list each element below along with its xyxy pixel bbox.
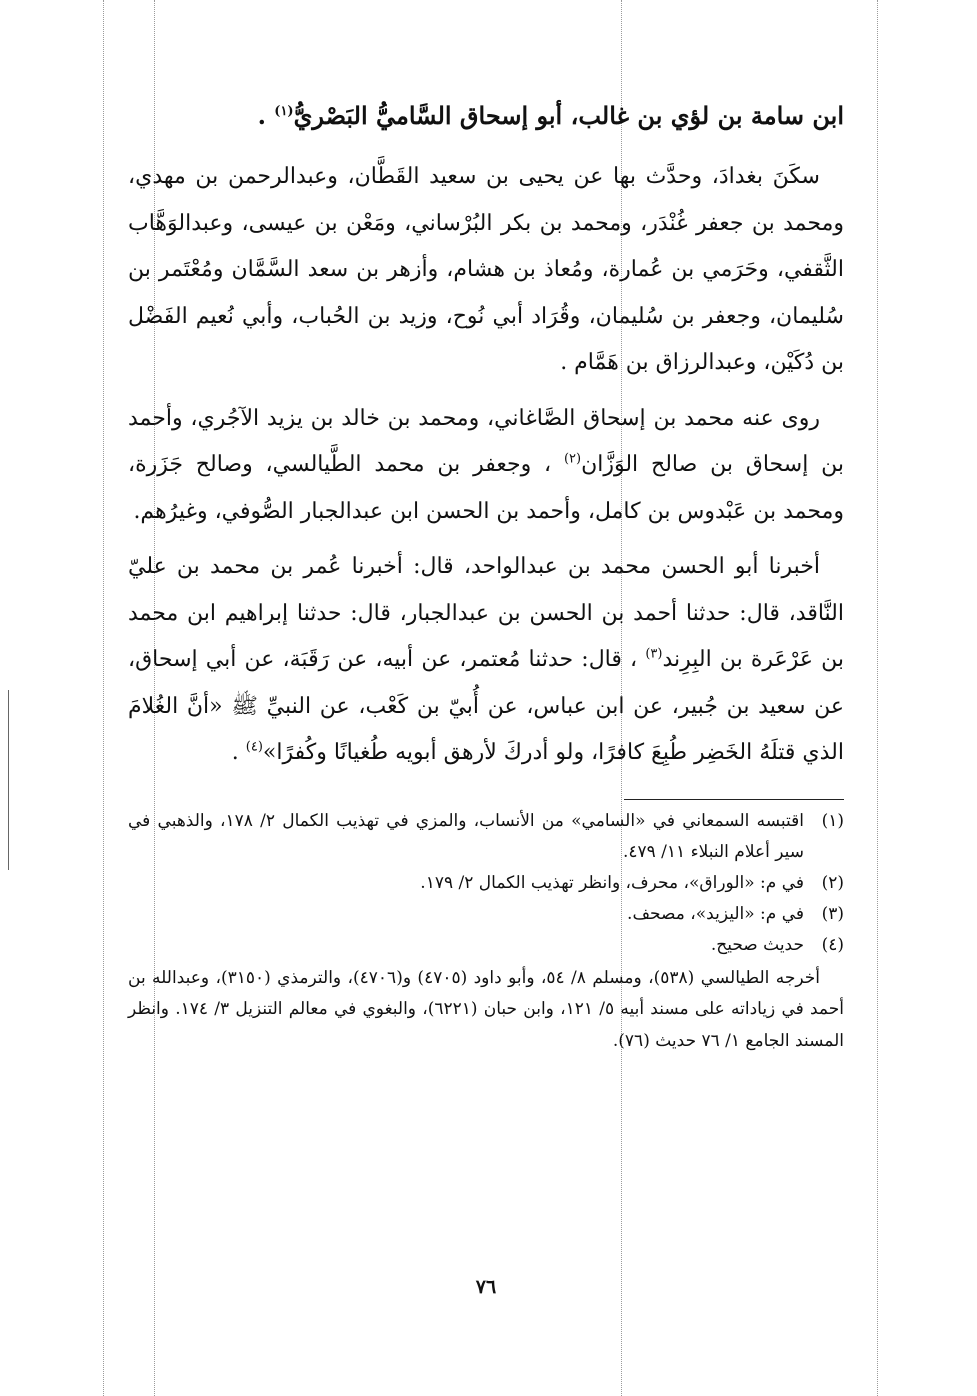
paragraph-text: روى عنه محمد بن إسحاق الصَّاغاني، ومحمد بن خالد بن يزيد الآجُري، وأحمد بن إسحاق بن صالح الوَزَّان [128, 405, 844, 477]
footnote [128, 806, 844, 868]
footnote-ref: (٢) [563, 451, 582, 467]
footnote [128, 868, 844, 899]
page-number: ٧٦ [475, 1276, 497, 1298]
footnote-number: (٣) [821, 903, 844, 924]
heading-end: . [257, 101, 275, 130]
footnote-text: حديث صحيح. [710, 934, 804, 955]
footnote-number: (٢) [821, 872, 844, 893]
paragraph-text: سكَنَ بغدادَ، وحدَّث بها عن يحيى بن سعيد القَطَّان، وعبدالرحمن بن مهدي، ومحمد بن جعفر غُنْدَر، ومحمد بن بكر البُرْساني، ومَعْن بن عيسى، وعبدالوَهَّاب الثَّقفي، وحَرَمي بن عُمارة، ومُعاذ بن هشام، وأزهر بن سعد السَّمَّان ومُعْتَمر بن سُليمان، وجعفر بن سُليمان، وقُرَاد أبي نُوح، وزيد بن الحُباب، وأبي نُعيم الفَضْل بن دُكَيْن، وعبدالرزاق بن هَمَّام . [128, 164, 844, 375]
paragraph-text: ، قال: حدثنا مُعتمر، عن أبيه، عن رَقَبَة، عن أبي إسحاق، عن سعيد بن جُبير، عن ابن عباس، عن أُبيّ بن كَعْب، عن النبيِّ ﷺ «أنَّ الغُلامَ الذي قتلَهُ الخَضِر طُبِعَ كافرًا، ولو أدركَ لأرهق أبويه طُغيانًا وكُفرًا» [128, 647, 844, 765]
paragraph-hadith [128, 544, 844, 777]
paragraph-students [128, 396, 844, 536]
paragraph-text: ، وجعفر بن محمد الطَّيالسي، وصالح جَزَرة، ومحمد بن عَبْدوس بن كامل، وأحمد بن الحسن ابن عبدالجبار الصُّوفي، وغيرُهم. [128, 452, 844, 524]
paragraph-teachers [128, 154, 844, 387]
footnote-text: اقتبسه السمعاني في «السامي» من الأنساب، والمزي في تهذيب الكمال ٢/ ١٧٨، والذهبي في سير أعلام النبلاء ١١/ ٤٧٩. [128, 810, 805, 862]
footnote-text: في م: «الوراق»، محرف، وانظر تهذيب الكمال ٢/ ١٧٩. [420, 872, 804, 893]
heading-text: ابن سامة بن لؤي بن غالب، أبو إسحاق السَّاميُّ البَصْريُّ [293, 101, 844, 130]
footnote-separator [624, 799, 844, 800]
footnote-continuation: أخرجه الطيالسي (٥٣٨)، ومسلم ٨/ ٥٤، وأبو داود (٤٧٠٥) و(٤٧٠٦)، والترمذي (٣١٥٠)، وعبدالله بن أحمد في زياداته على مسند أبيه ٥/ ١٢١، وابن حبان (٦٢٢١)، والبغوي في معالم التنزيل ٣/ ١٧٤. وانظر المسند الجامع ١/ ٧٦ حديث (٧٦). [128, 967, 844, 1051]
scan-line [103, 0, 104, 1396]
scan-line [877, 0, 878, 1396]
footnote-text: في م: «اليزيد»، مصحف. [627, 903, 804, 924]
scan-line [8, 690, 9, 870]
footnote [128, 930, 844, 961]
paragraph-text: أخبرنا أبو الحسن محمد بن عبدالواحد، قال: أخبرنا عُمر بن محمد بن عليّ النَّاقد، قال: حدثنا أحمد بن الحسن بن عبدالجبار، قال: حدثنا إبراهيم ابن محمد بن عَرْعَرة بن البِرِند [128, 554, 844, 672]
book-page [128, 96, 844, 1356]
footnote [128, 899, 844, 930]
entry-heading [128, 96, 844, 136]
footnote-number: (١) [821, 810, 844, 831]
paragraph-text: . [231, 740, 246, 765]
footnote-number: (٤) [821, 934, 844, 955]
footnote-ref: (٤) [245, 739, 263, 755]
footnote-ref: (٣) [645, 646, 663, 662]
heading-footnote-ref: (١) [274, 104, 294, 119]
